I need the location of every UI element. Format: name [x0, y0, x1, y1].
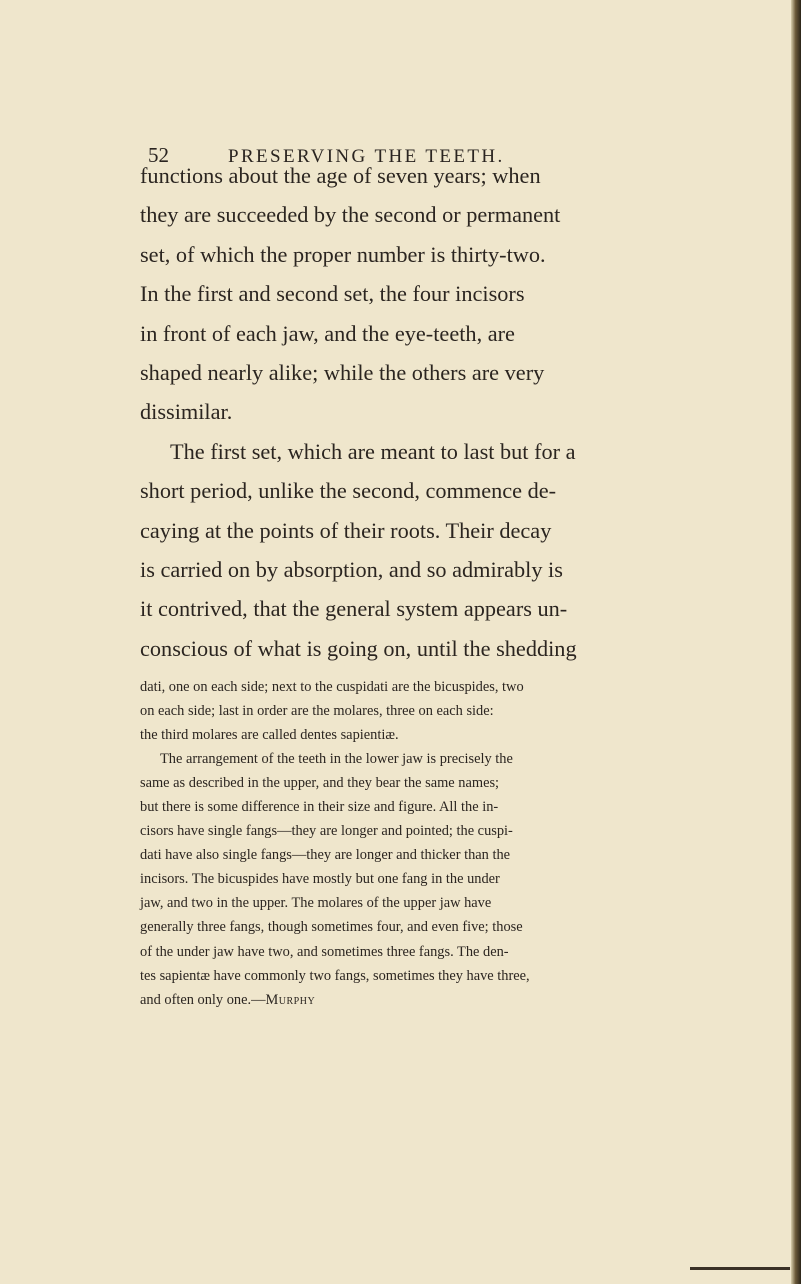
footnote-line: The arrangement of the teeth in the lower jaw is precisely the — [160, 751, 513, 768]
footnote-line: dati have also single fangs—they are longer and thicker than the — [140, 847, 511, 864]
page-bottom-edge — [690, 1267, 790, 1270]
footnote-line: cisors have single fangs—they are longer and pointed; the cuspi- — [140, 823, 513, 840]
text-line: set, of which the proper number is thirty-two. — [140, 241, 546, 267]
footnote-line: tes sapientæ have commonly two fangs, sometimes they have three, — [140, 967, 530, 984]
text-line: conscious of what is going on, until the shedding — [140, 635, 577, 661]
footnote-line: but there is some difference in their size and figure. All the in- — [140, 799, 499, 816]
text-line: caying at the points of their roots. Their decay — [140, 517, 552, 543]
footnote-line: jaw, and two in the upper. The molares of the upper jaw have — [140, 895, 492, 912]
footnote-last-line — [140, 988, 730, 1012]
footnote-line: same as described in the upper, and they bear the same names; — [140, 775, 500, 792]
text-line: in front of each jaw, and the eye-teeth, are — [140, 320, 515, 346]
text-line: it contrived, that the general system appears un- — [140, 596, 568, 622]
footnote-line: on each side; last in order are the molares, three on each side: — [140, 703, 494, 720]
text-line: they are succeeded by the second or permanent — [140, 202, 561, 228]
text-line: functions about the age of seven years; when — [140, 163, 541, 188]
footnote-attribution: Murphy — [265, 991, 316, 1008]
footnote-line: and often only one.— — [140, 991, 266, 1008]
footnote — [140, 675, 730, 1012]
text-line: shaped nearly alike; while the others are very — [140, 360, 545, 386]
footnote-line: generally three fangs, though sometimes four, and even five; those — [140, 919, 523, 936]
footnote-line: incisors. The bicuspides have mostly but one fang in the under — [140, 871, 500, 888]
text-line: In the first and second set, the four incisors — [140, 281, 525, 307]
page-edge-shadow — [791, 0, 801, 1284]
running-title: PRESERVING THE TEETH. — [228, 146, 505, 167]
page-number: 52 — [148, 143, 169, 167]
text-line: The first set, which are meant to last but for a — [170, 438, 576, 464]
main-text — [140, 156, 730, 668]
footnote-line: of the under jaw have two, and sometimes three fangs. The den- — [140, 943, 509, 960]
footnote-line: the third molares are called dentes sapientiæ. — [140, 727, 399, 744]
text-line: is carried on by absorption, and so admirably is — [140, 557, 563, 583]
text-line: dissimilar. — [140, 399, 233, 425]
text-line: short period, unlike the second, commence de- — [140, 478, 557, 504]
footnote-line: dati, one on each side; next to the cuspidati are the bicuspides, two — [140, 679, 524, 695]
